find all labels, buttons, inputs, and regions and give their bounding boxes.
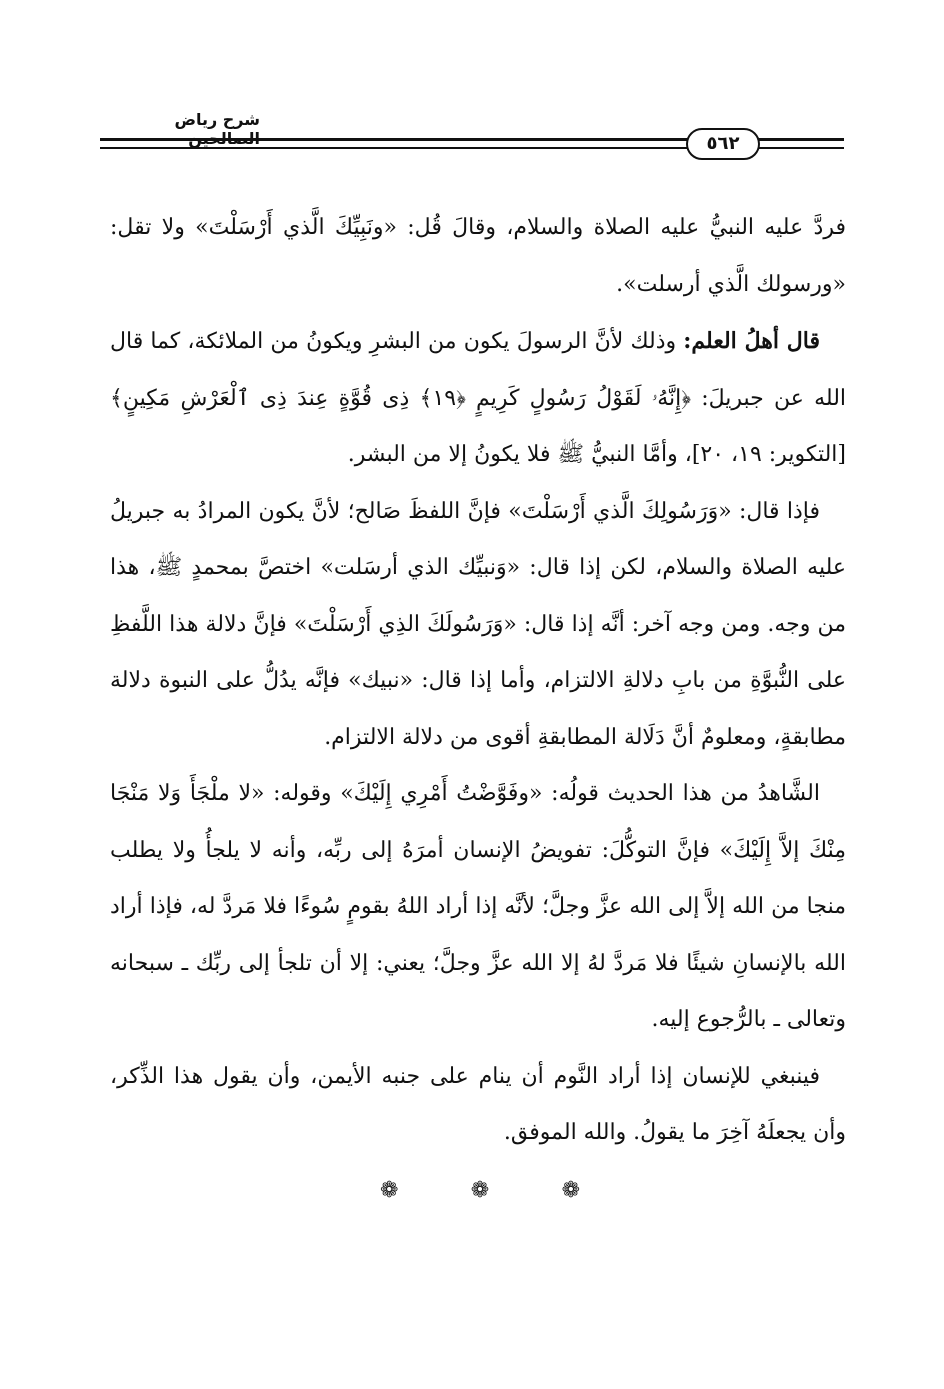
paragraph-4: الشَّاهدُ من هذا الحديث قولُه: «وفَوَّضْتُ أَمْرِي إِلَيْكَ» وقوله: «لا ملْجَأَ وَلا مَنْجَا مِنْكَ إلاَّ إِلَيْكَ» فإنَّ التوكُّلَ: تفويضُ الإنسان أمرَهُ إلى ربِّه، وأنه لا يلجأُ ولا يطلب منجا من الله إلاَّ إلى الله عزَّ وجلَّ؛ لأنَّه إذا أراد اللهُ بقومٍ سُوءًا فلا مَردَّ له، فإذا أراد الله بالإنسانِ شيئًا فلا مَردَّ لهُ إلا الله عزَّ وجلَّ؛ يعني: إلا أن تلجأ إلى ربِّك ـ سبحانه وتعالى ـ بالرُّجوع إليه. bbox=[110, 781, 846, 1032]
page-number-badge: ٥٦٢ bbox=[686, 128, 760, 160]
section-separator bbox=[380, 1178, 580, 1203]
flower-ornament-icon: ❁ bbox=[470, 1178, 490, 1203]
flower-ornament-icon: ❁ bbox=[561, 1178, 580, 1203]
flower-ornament-icon: ❁ bbox=[380, 1178, 399, 1203]
paragraph-5: فينبغي للإنسان إذا أراد النَّوم أن ينام على جنبه الأيمن، وأن يقول هذا الذِّكر، وأن يجعلَهُ آخِرَ ما يقولُ. والله الموفق. bbox=[110, 1063, 846, 1145]
body-text bbox=[110, 200, 846, 1162]
paragraph-2-text: وذلك لأنَّ الرسولَ يكون من البشرِ ويكونُ من الملائكة، كما قال الله عن جبريلَ: ﴿إِنَّهُۥ لَقَوْلُ رَسُولٍ كَرِيمٍ ﴿١٩﴾ ذِى قُوَّةٍ عِندَ ذِى ٱلْعَرْشِ مَكِينٍ﴾ [التكوير: ١٩، ٢٠]، وأمَّا النبيُّ ﷺ فلا يكونُ إلا من البشر. bbox=[110, 329, 847, 467]
paragraph-3: فإذا قال: «وَرَسُولِكَ الَّذي أَرْسَلْتَ» فإنَّ اللفظَ صَالح؛ لأنَّ يكون المرادُ به جبريلُ عليه الصلاة والسلام، لكن إذا قال: «وَنبيِّك الذي أرسَلت» اختصَّ بمحمدٍ ﷺ، هذا من وجه. ومن وجه آخر: أنَّه إذا قال: «وَرَسُولَكَ الذِي أَرْسَلْتَ» فإنَّ دلالة هذا اللَّفظِ على النُّبوَّةِ من بابِ دلالةِ الالتزام، وأما إذا قال: «نبيك» فإنَّه يدُلُّ على النبوة دلالة مطابقةٍ، ومعلومٌ أنَّ دَلَالة المطابقةِ أقوى من دلالة الالتزام. bbox=[110, 498, 846, 750]
paragraph-1: فردَّ عليه النبيُّ عليه الصلاة والسلام، وقالَ قُل: «ونَبِيِّكَ الَّذي أَرْسَلْتَ» ولا تقل: «ورسولك الَّذي أرسلت». bbox=[110, 215, 846, 297]
paragraph-lead: قال أهلُ العلم: bbox=[683, 328, 821, 354]
paragraph-2 bbox=[110, 313, 846, 484]
running-title: شرح رياض الصالحين bbox=[174, 110, 260, 148]
